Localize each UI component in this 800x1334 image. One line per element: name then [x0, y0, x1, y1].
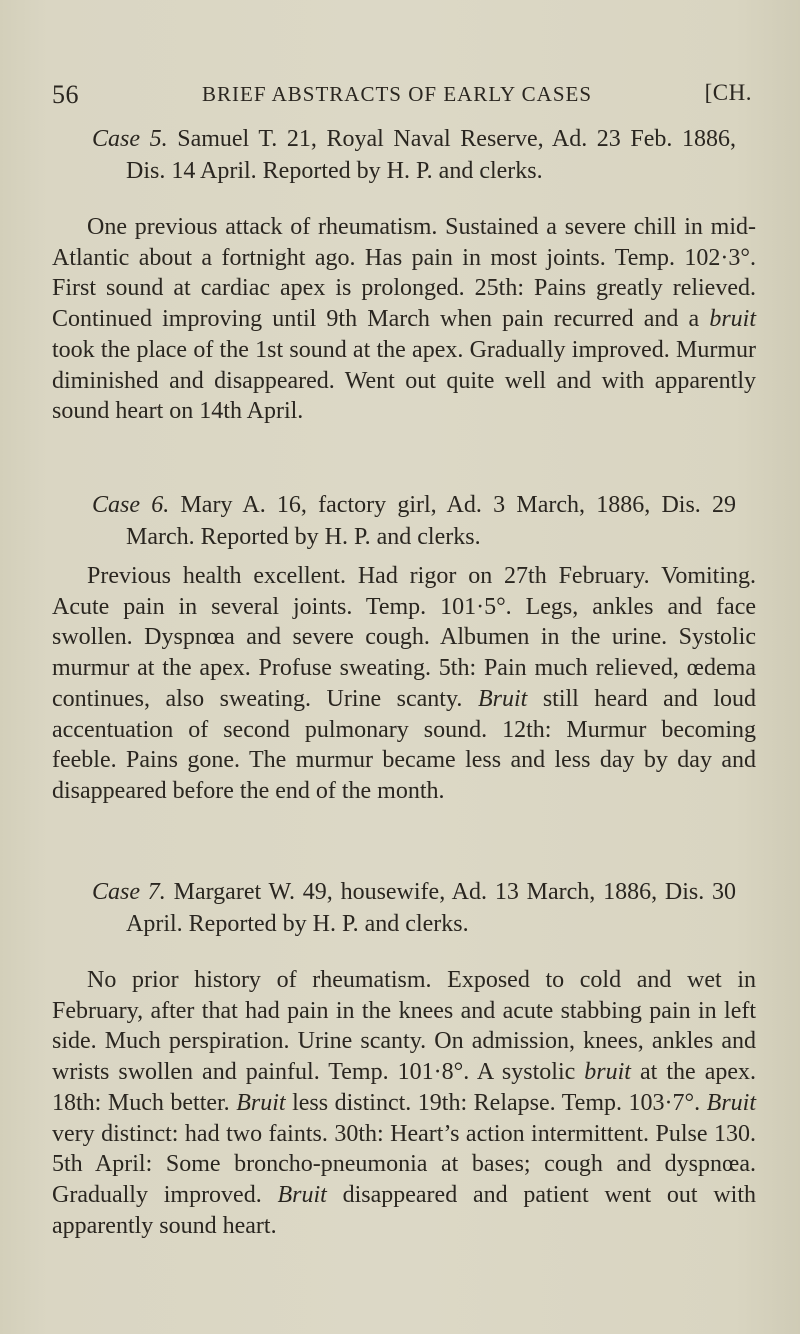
case-heading-text: Mary A. 16, factory girl, Ad. 3 March, 1886, Dis. 29 March. Reported by H. P. and clerks. [126, 492, 737, 550]
chapter-mark: [CH. [704, 80, 752, 105]
body-text-segment: took the place of the 1st sound at the apex. Gradually improved. Murmur diminished and disappeared. Went out quite well and with apparently sound heart on 14th April. [52, 336, 756, 425]
body-text-segment: very distinct: had two faints. 30th: Heart’s action intermittent. Pulse 130. 5th April: Some broncho-pneumonia at bases; cough and dyspnœa. Gradually improved. [52, 1120, 756, 1208]
case-label: Case 7. [92, 879, 166, 905]
body-text-segment: at the apex. 18th: Much better. [52, 1059, 756, 1116]
body-text-segment: less distinct. 19th: Relapse. Temp. 103·7°. [285, 1089, 707, 1116]
case-6-body [52, 561, 756, 807]
page-header [52, 80, 752, 116]
case-7-heading [92, 876, 736, 940]
italic-term: Bruit [706, 1089, 757, 1116]
italic-term: bruit [709, 306, 756, 333]
italic-term: Bruit [236, 1089, 286, 1116]
case-heading-text: Samuel T. 21, Royal Naval Reserve, Ad. 23 Feb. 1886, Dis. 14 April. Reported by H. P. and clerks. [126, 126, 737, 184]
running-title: BRIEF ABSTRACTS OF EARLY CASES [202, 82, 593, 106]
case-heading-text: Margaret W. 49, housewife, Ad. 13 March, 1886, Dis. 30 April. Reported by H. P. and clerks. [126, 879, 737, 937]
page-number: 56 [52, 80, 79, 109]
case-label: Case 6. [92, 492, 170, 518]
case-5-body [52, 212, 756, 427]
case-5-heading [92, 123, 736, 187]
case-6-heading [92, 489, 736, 553]
italic-term: Bruit [477, 685, 528, 712]
case-label: Case 5. [92, 126, 168, 152]
italic-term: bruit [584, 1059, 631, 1086]
body-text-segment: Previous health excellent. Had rigor on 27th February. Vomiting. Acute pain in several joints. Temp. 101·5°. Legs, ankles and face swollen. Dyspnœa and severe cough. Albumen in the urine. Systolic murmur at the apex. Profuse sweating. 5th: Pain much relieved, œdema continues, also sweating. Urine scanty. [52, 563, 756, 712]
italic-term: Bruit [277, 1181, 327, 1208]
body-text-segment: No prior history of rheumatism. Exposed to cold and wet in February, after that had pain in the knees and acute stabbing pain in left side. Much perspiration. Urine scanty. On admission, knees, ankles and wrists swollen and painful. Temp. 101·8°. A systolic [52, 967, 756, 1086]
body-text-segment: One previous attack of rheumatism. Sustained a severe chill in mid-Atlantic about a fortnight ago. Has pain in most joints. Temp. 102·3°. First sound at cardiac apex is prolonged. 25th: Pains greatly relieved. Continued improving until 9th March when pain recurred and a [52, 214, 756, 333]
body-text-segment: still heard and loud accentuation of second pulmonary sound. 12th: Murmur becoming feeble. Pains gone. The murmur became less and less day by day and disappeared before the end of the month. [52, 685, 756, 804]
case-7-body [52, 965, 756, 1241]
body-text-segment: disappeared and patient went out with apparently sound heart. [52, 1181, 756, 1239]
